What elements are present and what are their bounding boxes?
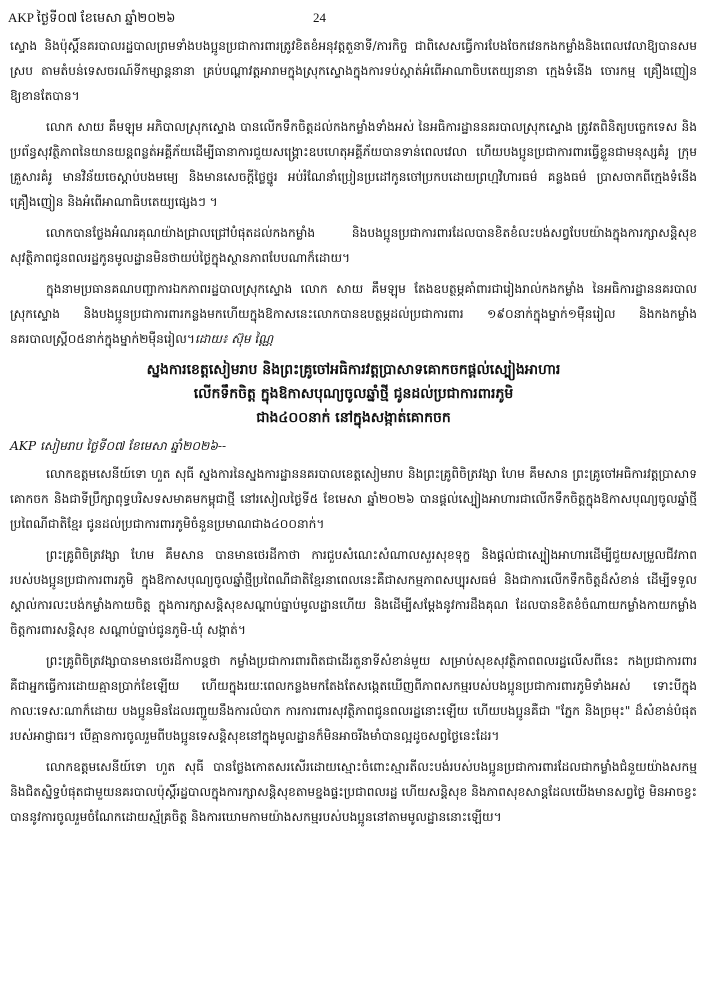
story2-paragraph-4: លោកឧត្តមសេនីយ៍ទោ ហួត សុធី បានថ្លែងកោតសរសើរដោយស្មោះចំពោះស្មារតីលះបង់របស់បងប្អូនប្រជាការពារដែលជាកម្លាំងជំនួយយ៉ាងសកម្ម និងជិតស្និទ្ធបំផុតជាមួយនគរបាលប៉ុស្តិ៍រដ្ឋបាលក្នុងការក្សាសន្តិសុខតាមខ្នងផ្ទះប្រជាពលរដ្ឋ ហើយសន្តិសុខ និងភាពសុខសាន្តដែលយើងមានសព្វថ្ងៃ មិនអាចខ្វះបាននូវការចូលរួមចំណែកដោយស្ម័គ្រចិត្ត និងការឃោមកាមយ៉ាងសកម្មរបស់បងប្អូននៅតាមមូលដ្ឋាននោះឡើយ។ xyxy=(10,760,697,824)
article-body xyxy=(10,34,697,836)
story2-headline-line-2: លើកទឹកចិត្ត ក្នុងឱកាសបុណ្យចូលឆ្នាំថ្មី ជូនដល់ប្រជាការពារភូមិ xyxy=(193,386,514,402)
story1-paragraph-4-text: ក្នុងនាមប្រធានគណបញ្ជាការឯកភាពរដ្ឋបាលស្រុកស្ទោង លោក សាយ គឹមឡុម តែងឧបត្ថម្ភគាំពារជារៀងរាល់កងកម្លាំង នៃអធិការដ្ឋាននគរបាលស្រុកស្ទោង និងបងប្អូនប្រជាការពារកន្លងមកហើយក្នុងឱកាសនេះលោកបានឧបត្ថម្ភដល់ប្រជាការពារ ១៩០នាក់ក្នុងម្នាក់១ម៉ឺនរៀល និងកងកម្លាំងនគរបាលស្រ្តី០៥នាក់ក្នុងម្នាក់២ម៉ឺនរៀល។ xyxy=(10,282,697,346)
story1-paragraph-3: លោកបានថ្លែងអំណរគុណយ៉ាងជ្រាលជ្រៅបំផុតដល់កងកម្លាំង និងបងប្អូនប្រជាការពារដែលបានខិតខំលះបង់សព្វបែបយ៉ាងក្នុងការក្សាសន្តិសុខសុវត្ថិភាពជូនពលរដ្ឋកូនមូលដ្ឋានមិនថាយប់ថ្ងៃក្នុងស្ថានភាពបែបណាក៏ដោយ។ xyxy=(10,226,697,265)
header-source-date: AKP ថ្ងៃទី០៧ ខែមេសា ឆ្នាំ២០២៦ xyxy=(8,10,176,25)
story2-paragraph-3: ព្រះគ្រូពិចិត្រវង្សាបានមានថេរដីកាបន្តថា កម្លាំងប្រជាការពារពិតជាដើរតួនាទីសំខាន់មួយ សម្រាប់សុខសុវត្ថិភាពពលរដ្ឋលើសពីនេះ កងប្រជាការពារ គឺជាអ្នកធ្វើការដោយគ្មានប្រាក់ខែឡើយ ហើយក្នុងរយៈពេលកន្លងមកតែងតែសង្កេតឃើញពីភាពសកម្មរបស់បងប្អូនប្រជាការពារភូមិទាំងអស់ ទោះបីក្នុងកាលៈទេសៈណាក៏ដោយ បងប្អូនមិនដែលរញ្ជួយនឹងការលំបាក ការការពារសុវត្ថិភាពជូនពលរដ្ឋនោះឡើយ ហើយបងប្អូនគឺជា "ភ្នែក និងច្រមុះ" ដ៏សំខាន់បំផុតរបស់អាជ្ញាធរ។ បើគ្មានការចូលរួមពីបងប្អូនទេសន្តិសុខនៅក្នុងមូលដ្ឋានក៏មិនអាចរីងមាំបានល្អដូចសព្វថ្ងៃនេះដែរ។ xyxy=(10,654,697,743)
story2-dateline: AKP សៀមរាប ថ្ងៃទី០៧ ខែមេសា ឆ្នាំ២០២៦-- xyxy=(10,439,227,453)
story1-byline: ដោយ៖ ស៊ុម ណ្ណៃ xyxy=(194,332,274,346)
story2-paragraph-2: ព្រះគ្រូពិចិត្រវង្សា ហែម គឹមសាន បានមានថេរដីកាថា ការជួបសំណេះសំណាលសួរសុខទុក្ខ និងផ្ដល់ជាស្បៀងអាហារដើម្បីជួយសម្រួលជីវភាពរបស់បងប្អូនប្រជាការពារភូមិ ក្នុងឱកាសបុណ្យចូលឆ្នាំថ្មីប្រពៃណីជាតិខ្មែរនាពេលនេះគឺជាសកម្មភាពសប្បុរសធម៌ និងជាការលើកទឹកចិត្តដ៏សំខាន់ ដើម្បីទទួលស្គាល់ការលះបង់កម្លាំងកាយចិត្ត ក្នុងការក្សាសន្តិសុខសណ្ដាប់ធ្នាប់មូលដ្ឋានហើយ និងដើម្បីសម្ដែងនូវការដឹងគុណ ដែលបានខិតខំចំណាយកម្លាំងកាយកម្លាំងចិត្តការពារសន្តិសុខ សណ្ដាប់ធ្នាប់ជូនភូមិ-ឃុំ សង្កាត់។ xyxy=(10,548,697,637)
story1-paragraph-1: ស្ទោង និងប៉ុស្តិ៍នគរបាលរដ្ឋបាលព្រមទាំងបងប្អូនប្រជាការពារត្រូវខិតខំអនុវត្តតួនាទី/ភារកិច្ច ជាពិសេសធ្វើការបែងចែកវេនកងកម្លាំងនិងពេលវេលាឱ្យបានសមស្រប តាមតំបន់ទេសចរណ៍ទីកម្សាន្តនានា គ្រប់បណ្តាវត្តអារាមក្នុងស្រុកស្ទោងក្នុងការទប់ស្កាត់អំពើអាណាចិបតេយ្យនានា ក្មេងទំនើង ចោរកម្ម គ្រឿងញៀន ឱ្យខានតែបាន។ xyxy=(10,39,697,103)
story2-headline-line-1: ស្នងការខេត្តសៀមរាប និងព្រះគ្រូចៅអធិការវត្តប្រាសាទគោកចកផ្ដល់ស្បៀងអាហារ xyxy=(146,362,561,378)
page-number: 24 xyxy=(313,10,326,25)
story2-headline-line-3: ជាង៤០០នាក់ នៅក្នុងសង្កាត់គោកចក xyxy=(256,410,451,426)
story2-paragraph-1: លោកឧត្តមសេនីយ៍ទោ ហួត សុធី ស្នងការនៃស្នងការដ្ឋាននគរបាលខេត្តសៀមរាប និងព្រះគ្រូពិចិត្រវង្សា ហែម គឹមសាន ព្រះគ្រូចៅអធិការវត្តប្រាសាទគោកចក និងជាទីប្រឹក្សាពុទ្ធបរិសទសមាគមកម្ពុជាថ្មី នៅរសៀលថ្ងៃទី៥ ខែមេសា ឆ្នាំ២០២៦ បានផ្ដល់ស្បៀងអាហារជាលើកទឹកចិត្តក្នុងឱកាសបុណ្យចូលឆ្នាំថ្មីប្រពៃណីជាតិខ្មែរ ជូនដល់ប្រជាការពារភូមិចំនួនប្រមាណជាង៤០០នាក់។ xyxy=(10,467,697,531)
page-header xyxy=(8,6,698,28)
story2-headline xyxy=(10,358,697,430)
story1-paragraph-4 xyxy=(10,277,697,352)
story1-paragraph-2: លោក សាយ គឹមឡុម អភិបាលស្រុកស្ទោង បានលើកទឹកចិត្តដល់កងកម្លាំងទាំងអស់ នៃអធិការដ្ឋាននគរបាលស្រុកស្ទោង ត្រូវតពិនិត្យបច្ចេកទេស និងប្រព័ន្ធសុវត្ថិភាពនៃយានយន្តពន្លត់អគ្គីភ័យដើម្បីធានាការជួយសង្គ្រោះឧបហេតុអគ្គីភ័យបានទាន់ពេលវេលា ហើយបងប្អូនប្រជាការពារធ្វើខ្លួនជាមនុស្សគំរូ ក្រុមគ្រួសារគំរូ មានវិន័យចេស្តាប់បងមម្យេ និងមានសេចក្តីថ្លៃថ្នូរ អប់រំណែនាំប្រៀនប្រដៅកូនចៅប្រកបដោយព្រហ្មវិហារធម៌ គន្លងធម៌ ប្រាសចាកពីក្មេងទំនើង គ្រឿងញៀន និងអំពើអាណាធិបតេយ្យផ្សេងៗ ។ xyxy=(10,120,697,209)
